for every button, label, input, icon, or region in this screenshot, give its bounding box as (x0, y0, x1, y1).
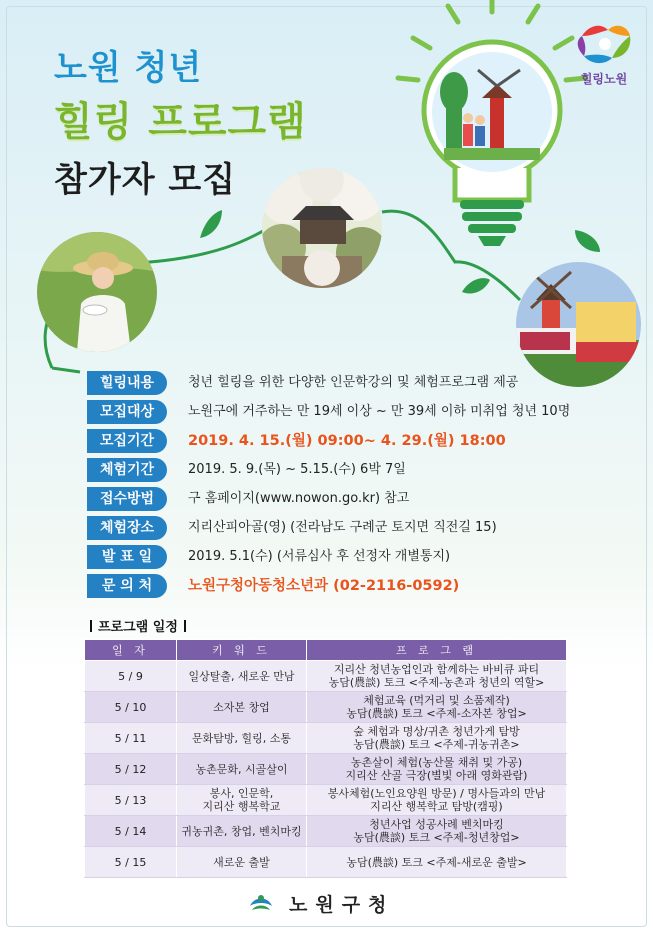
info-value: 노원구청아동청소년과 (02-2116-0592) (188, 578, 460, 594)
cell-program (307, 754, 567, 785)
info-row-period (87, 429, 647, 453)
village-photo (262, 168, 382, 288)
program-line: 지리산 청년농업인과 함께하는 바비큐 파티 (333, 663, 540, 676)
info-value: 구 홈페이지(www.nowon.go.kr) 참고 (188, 491, 410, 506)
title-line-1: 노원 청년 (54, 48, 203, 88)
program-line: 농담(農談) 토크 <주제-귀농귀촌> (353, 738, 520, 751)
program-line: 농담(農談) 토크 <주제-소자본 창업> (346, 707, 527, 720)
cell-date: 5 / 11 (85, 723, 177, 754)
info-row-experience (87, 458, 647, 482)
info-value: 노원구에 거주하는 만 19세 이상 ~ 만 39세 이하 미취업 청년 10명 (188, 404, 571, 419)
schedule-title-text: 프로그램 일정 (98, 620, 178, 635)
table-row (85, 692, 567, 723)
keyword-line: 농촌문화, 시골살이 (195, 762, 288, 776)
program-line: 농촌살이 체험(농산물 채취 및 가공) (350, 756, 523, 769)
schedule-title (84, 616, 192, 635)
info-label: 발 표 일 (87, 545, 167, 569)
keyword-line: 봉사, 인문학, (209, 787, 274, 800)
header-keyword: 키 워 드 (177, 640, 307, 661)
table-row (85, 754, 567, 785)
cell-program (307, 785, 567, 816)
cell-program (307, 661, 567, 692)
cell-program (307, 723, 567, 754)
footer (0, 888, 653, 918)
cell-keyword (177, 754, 307, 785)
nowon-gu-emblem-icon (248, 890, 274, 916)
title-bar-right (184, 620, 186, 632)
keyword-line: 일상탈출, 새로운 만남 (188, 669, 295, 683)
info-value: 2019. 5.1(수) (서류심사 후 선정자 개별통지) (188, 549, 451, 564)
logo-text: 힐링노원 (580, 72, 628, 86)
info-row-place (87, 516, 647, 540)
cell-date: 5 / 13 (85, 785, 177, 816)
keyword-line: 지리산 행복학교 (202, 800, 281, 813)
healing-nowon-logo (574, 18, 634, 88)
cell-keyword (177, 692, 307, 723)
info-value: 2019. 4. 15.(월) 09:00~ 4. 29.(월) 18:00 (188, 433, 506, 449)
schedule-table (84, 639, 567, 878)
info-label: 모집기간 (87, 429, 167, 453)
title-line-3: 참가자 모집 (54, 160, 237, 200)
program-line: 농담(農談) 토크 <주제-청년창업> (353, 831, 520, 844)
leaf-icon (200, 210, 222, 238)
nowon-logo-icon (574, 18, 634, 70)
table-row (85, 785, 567, 816)
table-row (85, 661, 567, 692)
keyword-line: 문화탐방, 힐링, 소통 (192, 731, 291, 745)
header-program: 프 로 그 램 (307, 640, 567, 661)
leaf-icon (575, 230, 600, 252)
program-line: 체험교육 (먹거리 및 소품제작) (363, 694, 510, 707)
info-value: 청년 힐링을 위한 다양한 인문학강의 및 체험프로그램 제공 (188, 375, 519, 390)
table-header-row (85, 640, 567, 661)
title-line-2: 힐링 프로그램 (54, 99, 307, 145)
cell-keyword (177, 785, 307, 816)
program-line: 지리산 행복학교 탐방(캠핑) (370, 800, 503, 813)
table-row (85, 847, 567, 878)
header-date: 일 자 (85, 640, 177, 661)
cell-date: 5 / 14 (85, 816, 177, 847)
cell-date: 5 / 12 (85, 754, 177, 785)
cell-program (307, 847, 567, 878)
program-line: 농담(農談) 토크 <주제-농촌과 청년의 역할> (328, 676, 545, 689)
info-label: 모집대상 (87, 400, 167, 424)
keyword-line: 새로운 출발 (213, 855, 270, 869)
cell-date: 5 / 15 (85, 847, 177, 878)
cell-program (307, 692, 567, 723)
info-label: 체험기간 (87, 458, 167, 482)
program-line: 숲 체험과 명상/귀촌 청년가게 탐방 (353, 725, 520, 738)
footer-text: 노원구청 (289, 894, 395, 916)
program-line: 봉사체험(노인요양원 방문) / 명사들과의 만남 (327, 787, 546, 800)
info-value: 2019. 5. 9.(목) ~ 5.15.(수) 6박 7일 (188, 462, 406, 477)
cell-date: 5 / 9 (85, 661, 177, 692)
info-row-method (87, 487, 647, 511)
table-row (85, 723, 567, 754)
cell-keyword (177, 847, 307, 878)
farmer-photo (37, 232, 157, 352)
keyword-line: 소자본 창업 (213, 700, 270, 714)
keyword-line: 귀농귀촌, 창업, 벤치마킹 (181, 824, 302, 838)
table-row (85, 816, 567, 847)
cell-keyword (177, 661, 307, 692)
info-row-content (87, 371, 647, 395)
cell-keyword (177, 723, 307, 754)
leaf-icon (462, 278, 490, 293)
title-bar-left (90, 620, 92, 632)
cell-keyword (177, 816, 307, 847)
info-label: 문 의 처 (87, 574, 167, 598)
info-value: 지리산피아골(영) (전라남도 구례군 토지면 직전길 15) (188, 520, 497, 535)
info-row-target (87, 400, 647, 424)
info-row-contact (87, 574, 647, 598)
info-row-announce (87, 545, 647, 569)
program-line: 농담(農談) 토크 <주제-새로운 출발> (346, 855, 527, 869)
info-label: 힐링내용 (87, 371, 167, 395)
vine-line-lower (52, 368, 80, 372)
windmill-photo (516, 262, 641, 387)
info-label: 접수방법 (87, 487, 167, 511)
cell-program (307, 816, 567, 847)
program-line: 청년사업 성공사례 벤치마킹 (369, 818, 504, 831)
cell-date: 5 / 10 (85, 692, 177, 723)
program-line: 지리산 산골 극장(별빛 아래 영화관람) (345, 769, 528, 782)
info-label: 체험장소 (87, 516, 167, 540)
